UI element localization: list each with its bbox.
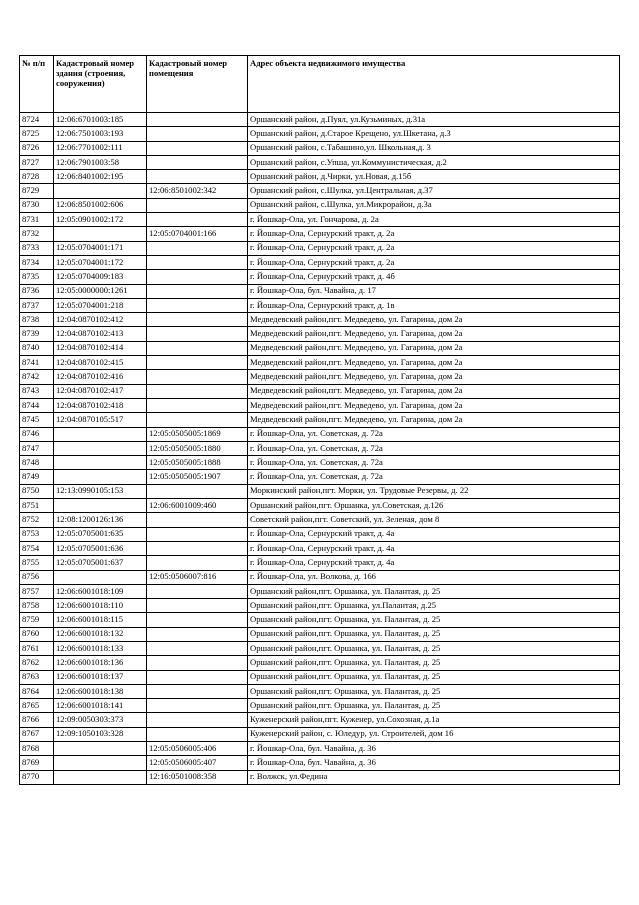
cell-building-cadastral: 12:06:6001018:138 [54,684,147,698]
table-row [20,456,620,470]
cell-num: 8755 [20,556,54,570]
cell-building-cadastral: 12:06:6001018:141 [54,699,147,713]
cell-num: 8769 [20,756,54,770]
cell-building-cadastral: 12:05:0901002:172 [54,213,147,227]
table-row [20,398,620,412]
header-address: Адрес объекта недвижимого имущества [248,56,620,113]
cell-address: г. Йошкар-Ола, ул. Советская, д. 72а [248,470,620,484]
cell-num: 8761 [20,641,54,655]
table-row [20,270,620,284]
cell-building-cadastral: 12:04:0870105:517 [54,413,147,427]
cell-address: Оршанский район, с.Упша, ул.Коммунистическая, д.2 [248,155,620,169]
cell-address: г. Йошкар-Ола, Сернурский тракт, д. 4а [248,541,620,555]
cell-building-cadastral: 12:05:0704009:183 [54,270,147,284]
cell-address: г. Йошкар-Ола, бул. Чавайна, д. 17 [248,284,620,298]
cell-premises-cadastral [147,284,248,298]
cell-premises-cadastral [147,198,248,212]
cell-num: 8734 [20,255,54,269]
property-registry-table [19,55,620,785]
table-body [20,113,620,785]
table-row [20,713,620,727]
cell-premises-cadastral: 12:05:0506005:406 [147,742,248,756]
cell-num: 8741 [20,356,54,370]
cell-premises-cadastral [147,613,248,627]
table-row [20,527,620,541]
cell-address: г. Йошкар-Ола, ул. Советская, д. 72а [248,441,620,455]
cell-premises-cadastral [147,641,248,655]
cell-building-cadastral: 12:06:7901003:58 [54,155,147,169]
cell-building-cadastral [54,184,147,198]
cell-premises-cadastral [147,298,248,312]
header-row [20,56,620,113]
cell-address: Медведевский район,пгт. Медведево, ул. Гагарина, дом 2а [248,398,620,412]
cell-premises-cadastral [147,398,248,412]
cell-premises-cadastral [147,699,248,713]
cell-premises-cadastral [147,241,248,255]
cell-address: г. Волжск, ул.Федина [248,770,620,784]
table-row [20,699,620,713]
cell-address: Оршанский район,пгт. Оршанка, ул. Палантая, д. 25 [248,699,620,713]
cell-num: 8724 [20,113,54,127]
cell-premises-cadastral: 12:06:6001009:460 [147,499,248,513]
cell-premises-cadastral [147,584,248,598]
cell-num: 8770 [20,770,54,784]
cell-address: Оршанский район,пгт. Оршанка, ул. Палантая, д. 25 [248,584,620,598]
cell-building-cadastral: 12:04:0870102:412 [54,313,147,327]
cell-building-cadastral: 12:04:0870102:416 [54,370,147,384]
cell-building-cadastral: 12:06:6001018:110 [54,599,147,613]
cell-premises-cadastral [147,513,248,527]
cell-building-cadastral [54,742,147,756]
cell-num: 8742 [20,370,54,384]
cell-address: Медведевский район,пгт. Медведево, ул. Гагарина, дом 2а [248,341,620,355]
cell-building-cadastral: 12:04:0870102:418 [54,398,147,412]
table-row [20,656,620,670]
table-row [20,298,620,312]
table-row [20,770,620,784]
table-row [20,742,620,756]
cell-num: 8749 [20,470,54,484]
cell-building-cadastral: 12:06:7501003:193 [54,127,147,141]
cell-building-cadastral [54,770,147,784]
cell-num: 8748 [20,456,54,470]
table-row [20,155,620,169]
cell-address: Оршанский район,пгт. Оршанка, ул. Палантая, д. 25 [248,684,620,698]
cell-premises-cadastral: 12:05:0505005:1888 [147,456,248,470]
cell-building-cadastral [54,427,147,441]
cell-num: 8729 [20,184,54,198]
header-building-cadastral: Кадастровый номер здания (строения, сооружения) [54,56,147,113]
cell-building-cadastral: 12:06:6001018:137 [54,670,147,684]
table-row [20,370,620,384]
cell-building-cadastral [54,470,147,484]
cell-building-cadastral: 12:08:1200126:136 [54,513,147,527]
cell-num: 8726 [20,141,54,155]
table-row [20,756,620,770]
cell-premises-cadastral [147,541,248,555]
cell-building-cadastral [54,570,147,584]
cell-building-cadastral: 12:09:1050103:328 [54,727,147,741]
cell-num: 8765 [20,699,54,713]
cell-address: Медведевский район,пгт. Медведево, ул. Гагарина, дом 2а [248,313,620,327]
cell-premises-cadastral [147,384,248,398]
cell-address: Моркинский район,пгт. Морки, ул. Трудовые Резервы, д. 22 [248,484,620,498]
cell-address: г. Йошкар-Ола, бул. Чавайна, д. 36 [248,756,620,770]
cell-num: 8725 [20,127,54,141]
table-row [20,641,620,655]
cell-premises-cadastral [147,484,248,498]
cell-num: 8737 [20,298,54,312]
cell-num: 8750 [20,484,54,498]
cell-address: Оршанский район, д.Чирки, ул.Новая, д.15б [248,170,620,184]
cell-building-cadastral [54,756,147,770]
cell-num: 8735 [20,270,54,284]
table-row [20,227,620,241]
table-row [20,184,620,198]
cell-premises-cadastral [147,670,248,684]
cell-building-cadastral: 12:04:0870102:417 [54,384,147,398]
table-row [20,313,620,327]
table-row [20,413,620,427]
cell-address: Оршанский район, с.Табашино,ул. Школьная,д. 3 [248,141,620,155]
table-row [20,327,620,341]
cell-building-cadastral: 12:05:0704001:218 [54,298,147,312]
cell-address: г. Йошкар-Ола, Сернурский тракт, д. 2а [248,241,620,255]
table-row [20,284,620,298]
cell-premises-cadastral: 12:06:8501002:342 [147,184,248,198]
cell-num: 8730 [20,198,54,212]
cell-building-cadastral: 12:05:0000000:1261 [54,284,147,298]
table-row [20,427,620,441]
cell-address: Оршанский район,пгт. Оршанка, ул. Палантая, д. 25 [248,613,620,627]
cell-premises-cadastral [147,713,248,727]
cell-premises-cadastral [147,556,248,570]
table-row [20,341,620,355]
table-row [20,213,620,227]
cell-premises-cadastral [147,213,248,227]
table-row [20,170,620,184]
table-row [20,613,620,627]
cell-address: Куженерский район,пгт. Куженер, ул.Сохозная, д.1а [248,713,620,727]
table-row [20,584,620,598]
cell-address: г. Йошкар-Ола, ул. Советская, д. 72а [248,456,620,470]
table-row [20,499,620,513]
cell-num: 8768 [20,742,54,756]
cell-premises-cadastral [147,313,248,327]
cell-address: Оршанский район, д.Старое Крещено, ул.Шкетана, д.3 [248,127,620,141]
cell-address: г. Йошкар-Ола, Сернурский тракт, д. 4а [248,527,620,541]
cell-building-cadastral: 12:05:0705001:636 [54,541,147,555]
cell-address: Оршанский район,пгт. Оршанка, ул. Палантая, д. 25 [248,656,620,670]
table-row [20,556,620,570]
table-row [20,484,620,498]
cell-address: Оршанский район, д.Пуял, ул.Кузьминых, д.31а [248,113,620,127]
cell-num: 8740 [20,341,54,355]
cell-num: 8753 [20,527,54,541]
cell-premises-cadastral [147,327,248,341]
cell-building-cadastral: 12:06:6701003:185 [54,113,147,127]
cell-address: г. Йошкар-Ола, бул. Чавайна, д. 36 [248,742,620,756]
cell-num: 8763 [20,670,54,684]
cell-address: Оршанский район, с.Шулка, ул.Микрорайон, д.3а [248,198,620,212]
cell-building-cadastral: 12:06:8401002:195 [54,170,147,184]
header-premises-cadastral: Кадастровый номер помещения [147,56,248,113]
cell-premises-cadastral: 12:05:0506007:816 [147,570,248,584]
cell-premises-cadastral: 12:05:0505005:1907 [147,470,248,484]
header-num: № п/п [20,56,54,113]
cell-num: 8767 [20,727,54,741]
cell-building-cadastral: 12:09:0050303:373 [54,713,147,727]
cell-num: 8751 [20,499,54,513]
cell-num: 8759 [20,613,54,627]
cell-num: 8758 [20,599,54,613]
cell-building-cadastral: 12:06:6001018:133 [54,641,147,655]
cell-num: 8732 [20,227,54,241]
cell-num: 8760 [20,627,54,641]
cell-num: 8754 [20,541,54,555]
cell-premises-cadastral [147,527,248,541]
table-row [20,141,620,155]
table-row [20,727,620,741]
cell-num: 8727 [20,155,54,169]
cell-address: Оршанский район,пгт. Оршанка, ул.Советская, д.126 [248,499,620,513]
table-row [20,627,620,641]
cell-premises-cadastral [147,370,248,384]
cell-num: 8731 [20,213,54,227]
table-row [20,470,620,484]
table-row [20,356,620,370]
cell-building-cadastral [54,227,147,241]
cell-premises-cadastral [147,341,248,355]
cell-address: Куженерский район, с. Юледур, ул. Строителей, дом 16 [248,727,620,741]
cell-premises-cadastral [147,170,248,184]
cell-num: 8738 [20,313,54,327]
cell-num: 8728 [20,170,54,184]
cell-premises-cadastral [147,356,248,370]
cell-address: г. Йошкар-Ола, ул. Советская, д. 72а [248,427,620,441]
cell-address: Оршанский район,пгт. Оршанка, ул.Палантая, д.25 [248,599,620,613]
cell-premises-cadastral: 12:16:0501008:358 [147,770,248,784]
cell-premises-cadastral: 12:05:0506005:407 [147,756,248,770]
cell-building-cadastral: 12:05:0705001:635 [54,527,147,541]
cell-address: Оршанский район,пгт. Оршанка, ул. Палантая, д. 25 [248,641,620,655]
table-row [20,670,620,684]
cell-building-cadastral: 12:06:6001018:136 [54,656,147,670]
cell-num: 8756 [20,570,54,584]
cell-premises-cadastral [147,270,248,284]
cell-num: 8747 [20,441,54,455]
cell-address: Медведевский район,пгт. Медведево, ул. Гагарина, дом 2а [248,370,620,384]
cell-address: г. Йошкар-Ола, ул. Гончарова, д. 2а [248,213,620,227]
cell-building-cadastral: 12:04:0870102:415 [54,356,147,370]
cell-num: 8733 [20,241,54,255]
cell-building-cadastral: 12:06:6001018:115 [54,613,147,627]
cell-num: 8764 [20,684,54,698]
cell-address: г. Йошкар-Ола, Сернурский тракт, д. 4а [248,556,620,570]
cell-address: Оршанский район,пгт. Оршанка, ул. Палантая, д. 25 [248,670,620,684]
cell-address: Медведевский район,пгт. Медведево, ул. Гагарина, дом 2а [248,384,620,398]
table-row [20,384,620,398]
cell-building-cadastral: 12:06:8501002:606 [54,198,147,212]
cell-num: 8762 [20,656,54,670]
cell-address: г. Йошкар-Ола, Сернурский тракт, д. 2а [248,227,620,241]
cell-address: Советский район,пгт. Советский, ул. Зеленая, дом 8 [248,513,620,527]
table-row [20,113,620,127]
cell-premises-cadastral [147,727,248,741]
table-row [20,513,620,527]
cell-num: 8743 [20,384,54,398]
cell-building-cadastral [54,456,147,470]
cell-num: 8739 [20,327,54,341]
table-row [20,198,620,212]
cell-num: 8745 [20,413,54,427]
cell-premises-cadastral [147,113,248,127]
table-row [20,255,620,269]
table-row [20,684,620,698]
cell-building-cadastral: 12:04:0870102:413 [54,327,147,341]
cell-premises-cadastral [147,656,248,670]
cell-premises-cadastral [147,413,248,427]
cell-premises-cadastral [147,599,248,613]
table-row [20,570,620,584]
cell-premises-cadastral [147,141,248,155]
cell-premises-cadastral [147,684,248,698]
cell-building-cadastral [54,499,147,513]
cell-num: 8744 [20,398,54,412]
table-row [20,441,620,455]
cell-premises-cadastral [147,155,248,169]
cell-premises-cadastral: 12:05:0505005:1880 [147,441,248,455]
cell-address: Медведевский район,пгт. Медведево, ул. Гагарина, дом 2а [248,356,620,370]
table-row [20,127,620,141]
cell-building-cadastral: 12:13:0990105:153 [54,484,147,498]
cell-building-cadastral: 12:06:6001018:109 [54,584,147,598]
table-row [20,241,620,255]
table-row [20,599,620,613]
cell-premises-cadastral: 12:05:0704001:166 [147,227,248,241]
cell-num: 8746 [20,427,54,441]
cell-building-cadastral: 12:06:6001018:132 [54,627,147,641]
cell-premises-cadastral [147,627,248,641]
cell-address: Оршанский район,пгт. Оршанка, ул. Палантая, д. 25 [248,627,620,641]
cell-num: 8757 [20,584,54,598]
cell-building-cadastral [54,441,147,455]
cell-premises-cadastral: 12:05:0505005:1869 [147,427,248,441]
cell-address: Оршанский район, с.Шулка, ул.Центральная, д.37 [248,184,620,198]
cell-num: 8752 [20,513,54,527]
cell-building-cadastral: 12:05:0705001:637 [54,556,147,570]
cell-num: 8736 [20,284,54,298]
cell-address: г. Йошкар-Ола, Сернурский тракт, д. 1в [248,298,620,312]
cell-premises-cadastral [147,127,248,141]
table-row [20,541,620,555]
cell-address: Медведевский район,пгт. Медведево, ул. Гагарина, дом 2а [248,413,620,427]
cell-premises-cadastral [147,255,248,269]
cell-building-cadastral: 12:05:0704001:171 [54,241,147,255]
cell-num: 8766 [20,713,54,727]
cell-building-cadastral: 12:05:0704001:172 [54,255,147,269]
cell-address: Медведевский район,пгт. Медведево, ул. Гагарина, дом 2а [248,327,620,341]
table-header [20,56,620,113]
cell-address: г. Йошкар-Ола, ул. Волкова, д. 166 [248,570,620,584]
cell-address: г. Йошкар-Ола, Сернурский тракт, д. 4б [248,270,620,284]
cell-building-cadastral: 12:04:0870102:414 [54,341,147,355]
cell-address: г. Йошкар-Ола, Сернурский тракт, д. 2а [248,255,620,269]
cell-building-cadastral: 12:06:7701002:111 [54,141,147,155]
